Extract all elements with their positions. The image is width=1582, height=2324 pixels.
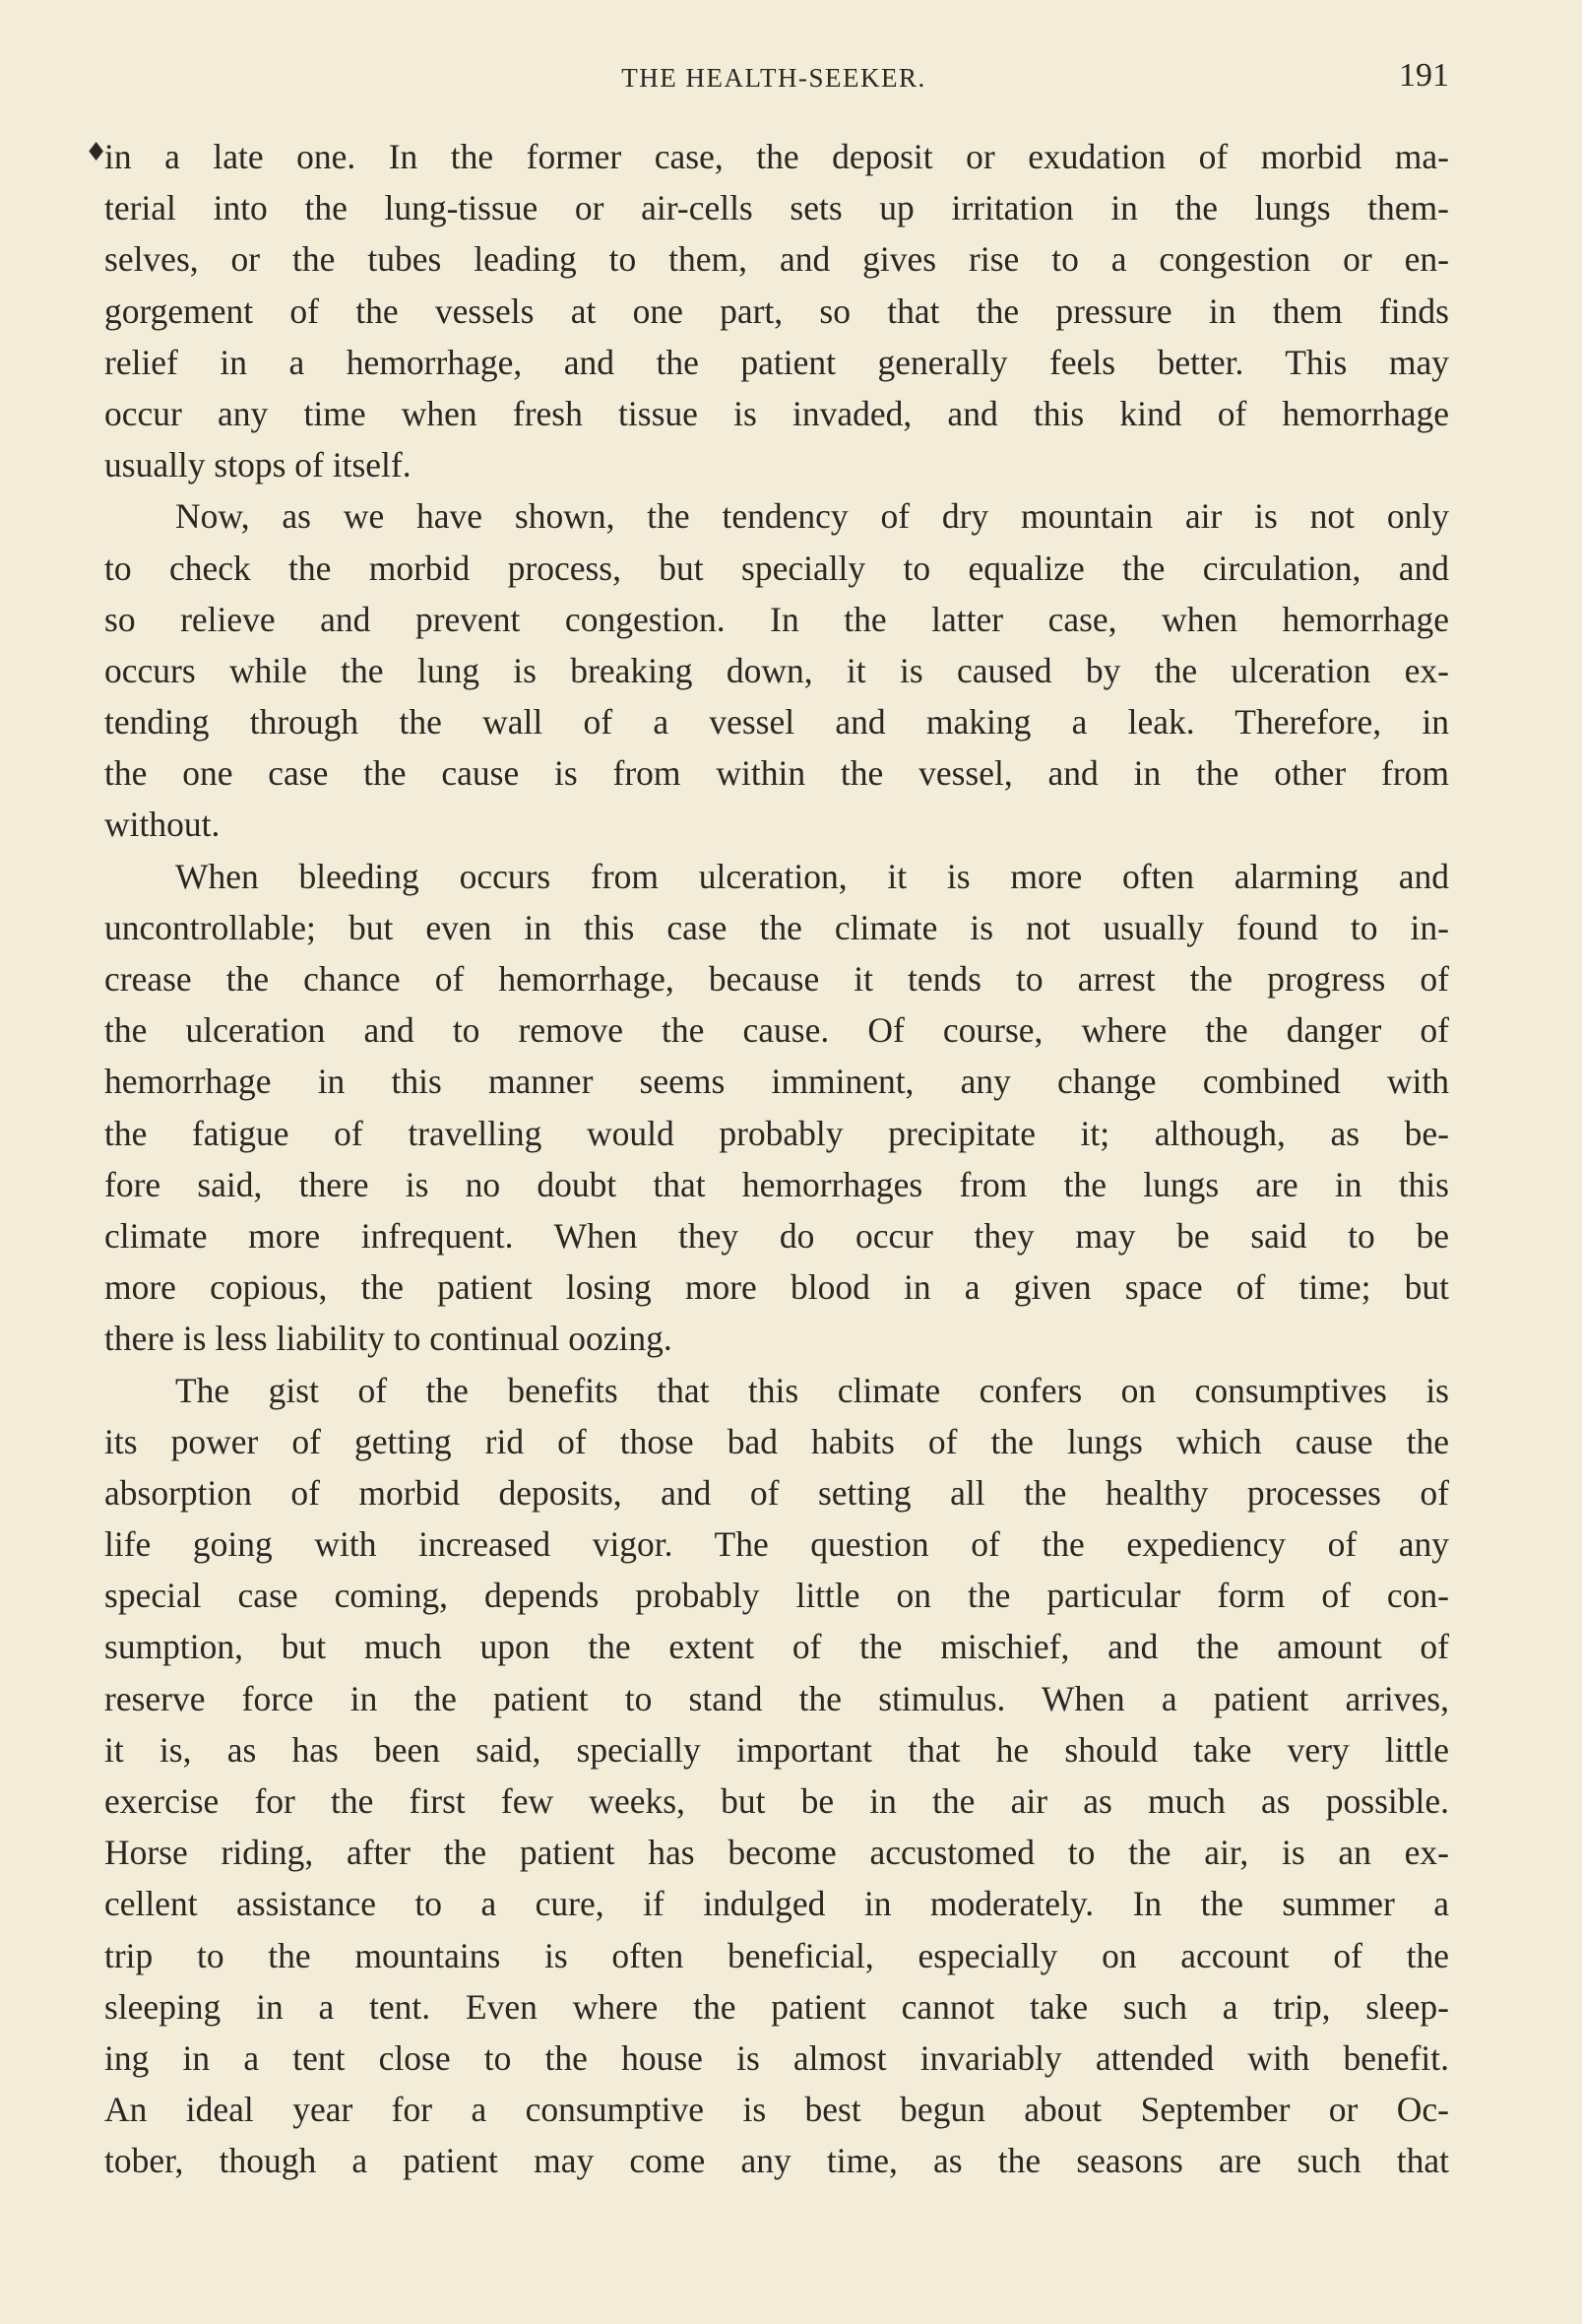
text-line: sleeping in a tent. Even where the patient cannot take such a trip, sleep- [104, 1986, 1449, 2027]
paragraph [104, 131, 1449, 490]
text-line: relief in a hemorrhage, and the patient generally feels better. This may [104, 342, 1449, 382]
text-line: occur any time when fresh tissue is invaded, and this kind of hemorrhage [104, 393, 1449, 433]
text-line: selves, or the tubes leading to them, and gives rise to a congestion or en- [104, 239, 1449, 280]
text-line: uncontrollable; but even in this case the climate is not usually found to in- [104, 907, 1449, 947]
text-line: the one case the cause is from within the vessel, and in the other from [104, 753, 1449, 794]
text-line: When bleeding occurs from ulceration, it is more often alarming and [175, 856, 1449, 896]
body-text [104, 131, 1449, 2187]
text-line: occurs while the lung is breaking down, it is caused by the ulceration ex- [104, 650, 1449, 690]
text-line: its power of getting rid of those bad habits of the lungs which cause the [104, 1421, 1449, 1461]
text-line: fore said, there is no doubt that hemorrhages from the lungs are in this [104, 1164, 1449, 1204]
text-line: An ideal year for a consumptive is best begun about September or Oc- [104, 2090, 1449, 2130]
text-line: hemorrhage in this manner seems imminent, any change combined with [104, 1062, 1449, 1102]
text-line: there is less liability to continual oozing. [104, 1319, 672, 1359]
text-line: in a late one. In the former case, the deposit or exudation of morbid ma- [104, 137, 1449, 176]
text-line: crease the chance of hemorrhage, because it tends to arrest the progress of [104, 959, 1449, 999]
text-line: the ulceration and to remove the cause. Of course, where the danger of [104, 1010, 1449, 1051]
text-line: ing in a tent close to the house is almost invariably attended with benefit. [104, 2037, 1449, 2078]
paragraph [104, 490, 1449, 850]
text-line: so relieve and prevent congestion. In the latter case, when hemorrhage [104, 599, 1449, 639]
text-line: Horse riding, after the patient has become accustomed to the air, is an ex- [104, 1833, 1449, 1873]
paragraph [104, 1365, 1449, 2187]
text-line: gorgement of the vessels at one part, so that the pressure in them finds [104, 290, 1449, 331]
text-line: Now, as we have shown, the tendency of dry mountain air is not only [175, 496, 1449, 537]
running-title: THE HEALTH-SEEKER. [621, 63, 926, 93]
text-line: absorption of morbid deposits, and of setting all the healthy processes of [104, 1472, 1449, 1513]
text-line: the fatigue of travelling would probably precipitate it; although, as be- [104, 1113, 1449, 1153]
text-line: it is, as has been said, specially important that he should take very little [104, 1729, 1449, 1770]
text-line: tending through the wall of a vessel and making a leak. Therefore, in [104, 702, 1449, 742]
text-line: The gist of the benefits that this climate confers on consumptives is [175, 1370, 1449, 1410]
text-line: cellent assistance to a cure, if indulged in moderately. In the summer a [104, 1884, 1449, 1924]
text-line: usually stops of itself. [104, 445, 411, 485]
text-line: terial into the lung-tissue or air-cells sets up irritation in the lungs them- [104, 188, 1449, 228]
page-number: 191 [1399, 57, 1449, 94]
text-line: special case coming, depends probably little on the particular form of con- [104, 1576, 1449, 1616]
text-line: climate more infrequent. When they do occur they may be said to be [104, 1215, 1449, 1256]
text-line: more copious, the patient losing more blood in a given space of time; but [104, 1267, 1449, 1308]
text-line: trip to the mountains is often beneficial, especially on account of the [104, 1935, 1449, 1975]
text-line: to check the morbid process, but specially to equalize the circulation, and [104, 548, 1449, 588]
paragraph [104, 851, 1449, 1365]
text-line: sumption, but much upon the extent of the mischief, and the amount of [104, 1627, 1449, 1667]
text-line: life going with increased vigor. The question of the expediency of any [104, 1524, 1449, 1565]
running-head [98, 57, 1449, 106]
text-line: tober, though a patient may come any time, as the seasons are such that [104, 2141, 1449, 2181]
margin-mark: ♦ [85, 138, 108, 167]
text-line: reserve force in the patient to stand the stimulus. When a patient arrives, [104, 1678, 1449, 1718]
text-line: without. [104, 805, 221, 845]
text-line: exercise for the first few weeks, but be in the air as much as possible. [104, 1781, 1449, 1821]
